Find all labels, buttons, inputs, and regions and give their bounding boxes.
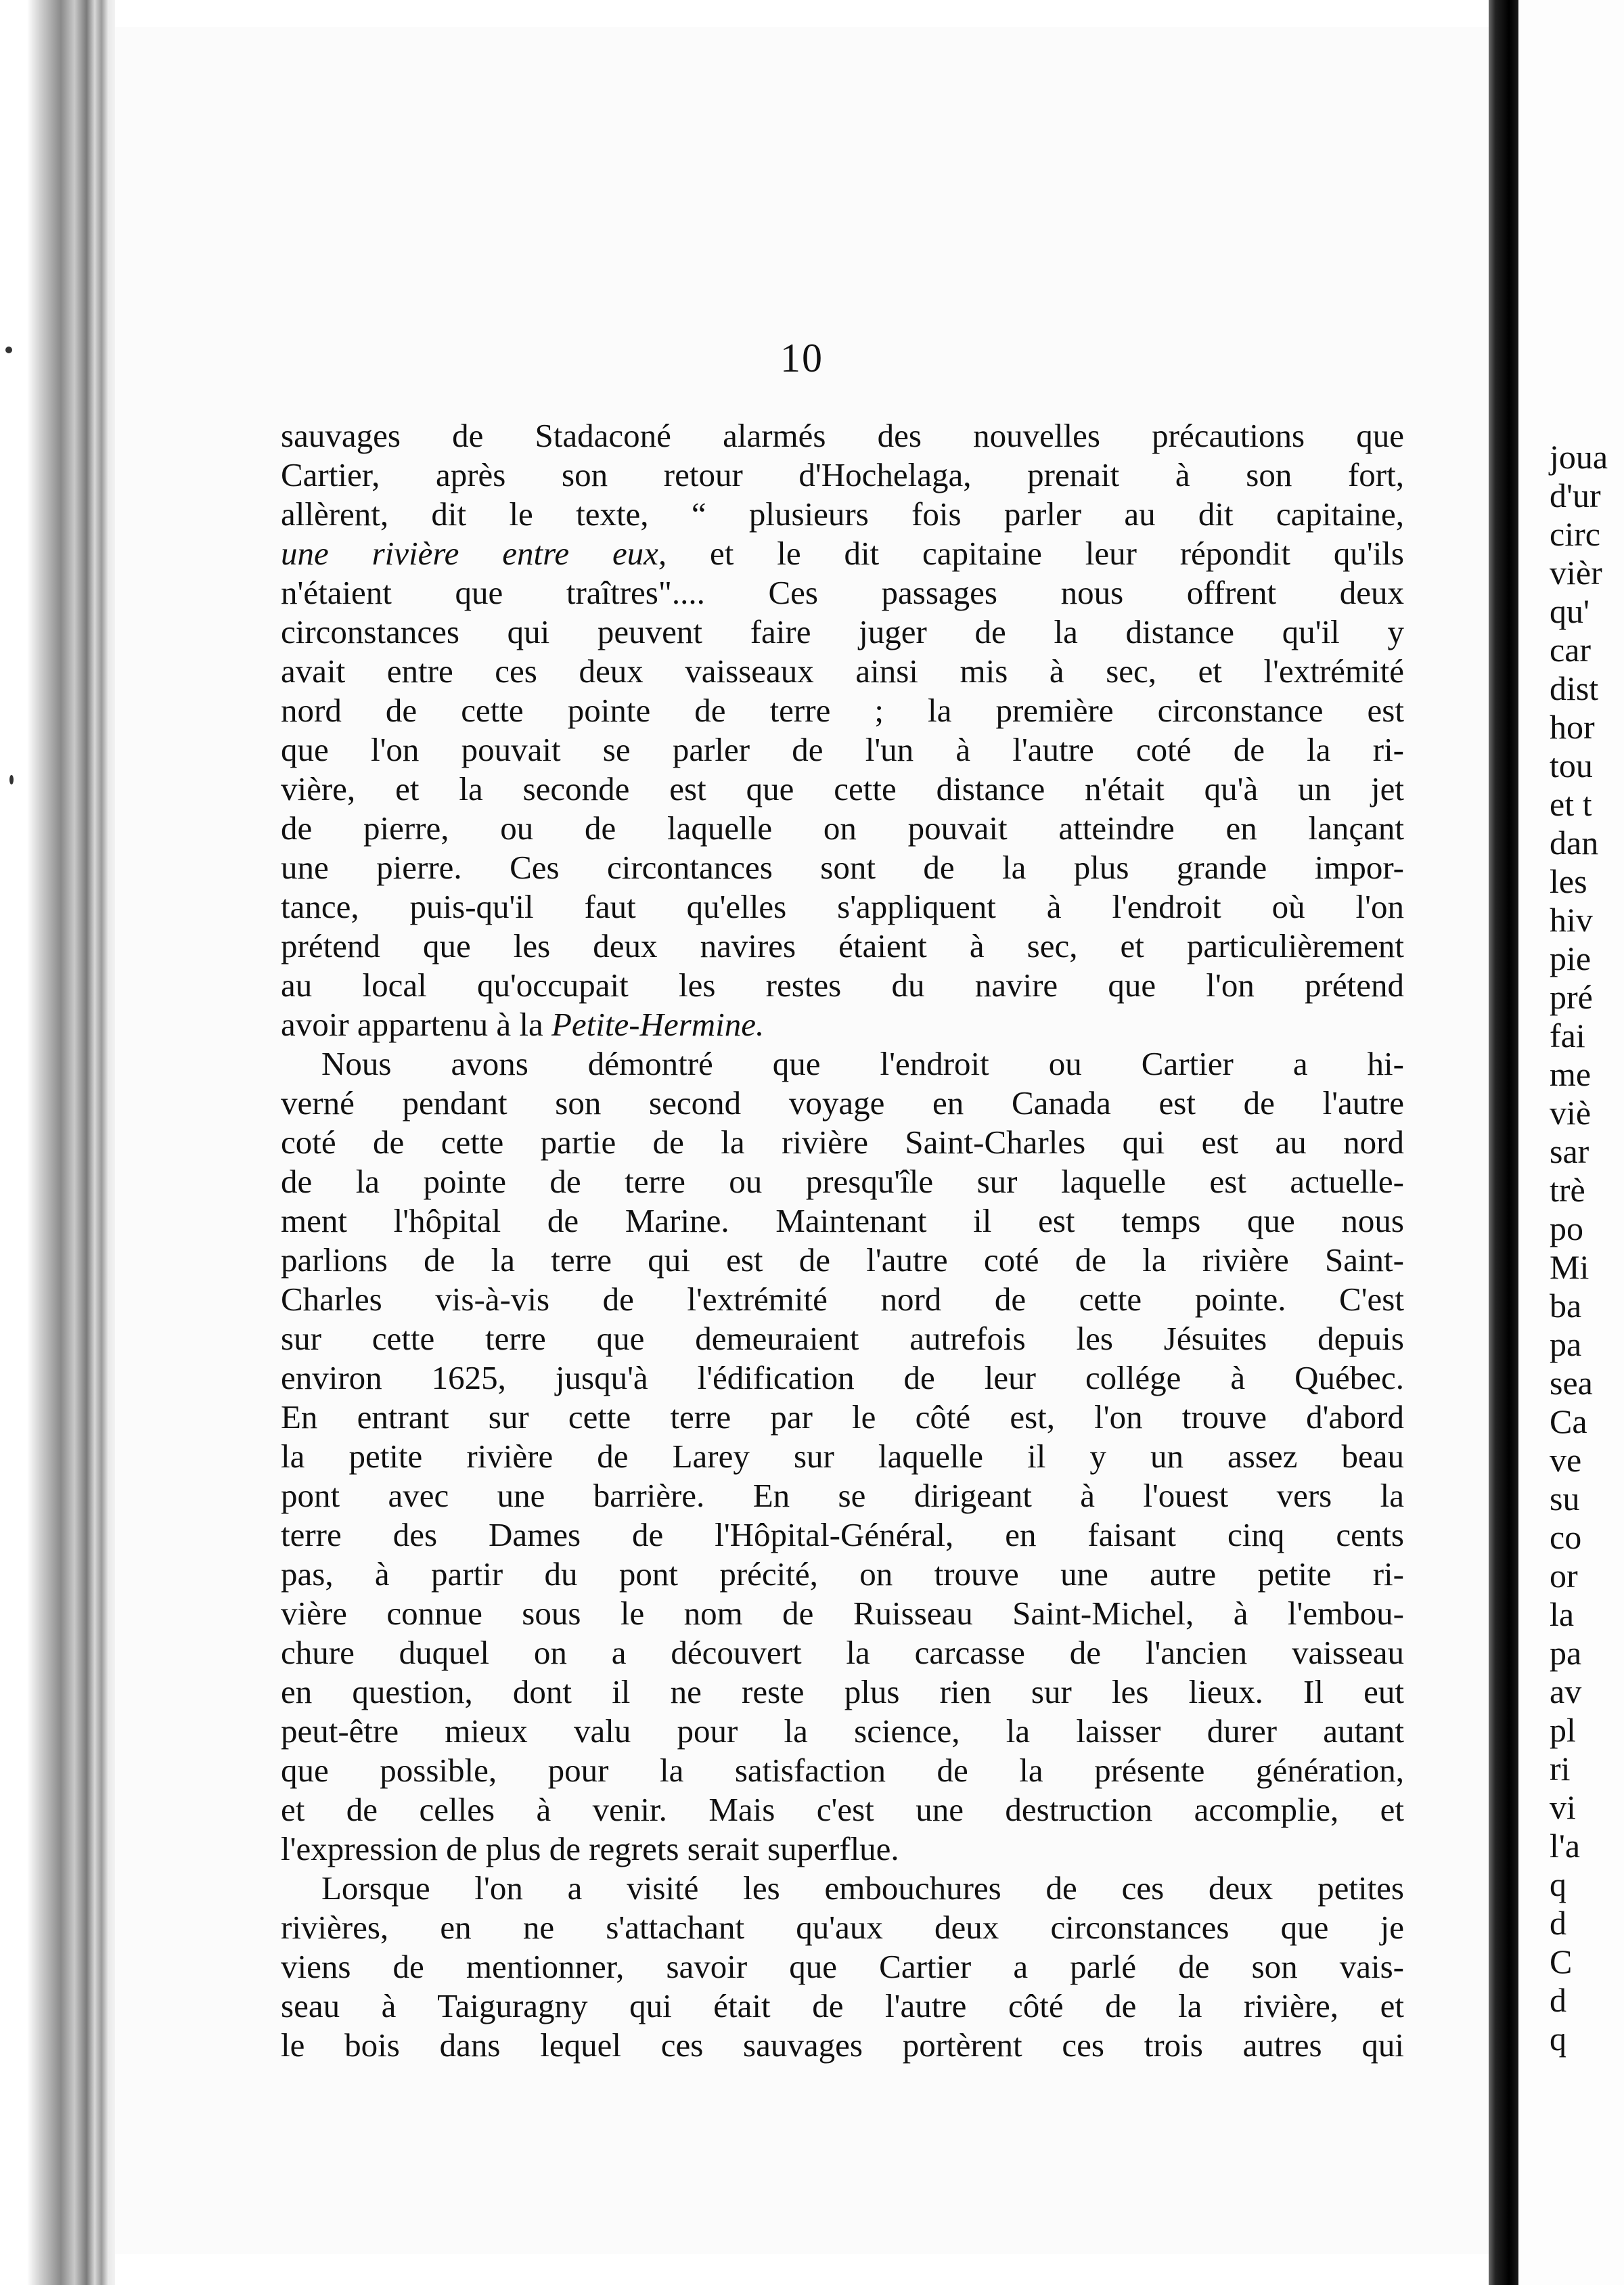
facing-text-fragment: circ: [1550, 515, 1600, 553]
margin-speck: [5, 347, 12, 353]
text-segment: vière connue sous le nom de Ruisseau Saint-Michel, à l'embou-: [281, 1595, 1404, 1632]
text-line: [281, 848, 1404, 887]
text-line: [281, 1123, 1404, 1162]
text-segment: n'étaient que traîtres".... Ces passages nous offrent deux: [281, 574, 1404, 611]
facing-text-fragment: et t: [1550, 785, 1592, 823]
text-segment: que possible, pour la satisfaction de la présente génération,: [281, 1752, 1404, 1789]
text-line: [281, 966, 1404, 1005]
facing-text-fragment: ve: [1550, 1441, 1582, 1479]
facing-text-fragment: pa: [1550, 1325, 1582, 1363]
text-line: [281, 1987, 1404, 2026]
facing-text-fragment: Mi: [1550, 1248, 1589, 1286]
text-line: [281, 770, 1404, 809]
facing-text-fragment: qu': [1550, 592, 1590, 630]
text-segment: Petite-Hermine.: [551, 1006, 765, 1043]
facing-text-fragment: q: [1550, 2020, 1566, 2058]
facing-text-fragment: hiv: [1550, 901, 1593, 939]
text-line: [281, 887, 1404, 927]
text-line: [281, 1947, 1404, 1987]
text-segment: que l'on pouvait se parler de l'un à l'autre coté de la ri-: [281, 731, 1404, 768]
facing-text-fragment: Ca: [1550, 1402, 1587, 1440]
facing-text-fragment: vi: [1550, 1788, 1576, 1826]
text-line: [281, 534, 1404, 573]
text-line: [281, 456, 1404, 495]
page-number: 10: [780, 336, 824, 380]
text-segment: une pierre. Ces circontances sont de la plus grande impor-: [281, 849, 1404, 886]
text-line: [281, 1869, 1404, 1908]
margin-speck: [9, 775, 14, 784]
text-line: [281, 1005, 1404, 1044]
facing-text-fragment: les: [1550, 862, 1587, 900]
text-segment: verné pendant son second voyage en Canada est de l'autre: [281, 1084, 1404, 1122]
text-segment: allèrent, dit le texte, “ plusieurs fois parler au dit capitaine,: [281, 495, 1404, 533]
facing-page: [1518, 0, 1624, 2285]
text-line: [281, 1280, 1404, 1319]
left-page-edge: [0, 0, 115, 2285]
text-segment: la petite rivière de Larey sur laquelle il y un assez beau: [281, 1438, 1404, 1475]
facing-text-fragment: dist: [1550, 669, 1599, 707]
facing-text-fragment: pré: [1550, 978, 1593, 1016]
facing-text-fragment: trè: [1550, 1171, 1585, 1209]
text-segment: environ 1625, jusqu'à l'édification de leur collége à Québec.: [281, 1359, 1404, 1396]
text-line: [281, 691, 1404, 730]
text-line: [281, 1515, 1404, 1555]
facing-text-fragment: pl: [1550, 1711, 1576, 1749]
text-segment: et le dit capitaine leur répondit qu'ils: [667, 535, 1404, 572]
text-line: [281, 1398, 1404, 1437]
text-line: [281, 1084, 1404, 1123]
text-segment: pont avec une barrière. En se dirigeant à l'ouest vers la: [281, 1477, 1404, 1514]
facing-text-fragment: tou: [1550, 747, 1593, 784]
facing-text-fragment: fai: [1550, 1017, 1585, 1055]
facing-text-fragment: ba: [1550, 1287, 1582, 1325]
text-segment: vière, et la seconde est que cette distance n'était qu'à un jet: [281, 770, 1404, 807]
text-line: [281, 1908, 1404, 1947]
text-segment: une rivière entre eux,: [281, 535, 667, 572]
facing-text-fragment: car: [1550, 631, 1592, 669]
facing-text-fragment: sea: [1550, 1364, 1593, 1402]
text-line: [281, 1633, 1404, 1672]
facing-text-fragment: d: [1550, 1981, 1566, 2019]
facing-text-fragment: l'a: [1550, 1827, 1581, 1865]
text-line: [281, 2026, 1404, 2065]
text-segment: le bois dans lequel ces sauvages portèrent ces trois autres qui: [281, 2026, 1404, 2064]
text-line: [281, 1751, 1404, 1790]
text-line: [281, 652, 1404, 691]
text-line: [281, 1437, 1404, 1476]
text-segment: avoir appartenu à la: [281, 1006, 551, 1043]
text-segment: Charles vis-à-vis de l'extrémité nord de cette pointe. C'est: [281, 1281, 1404, 1318]
facing-text-fragment: or: [1550, 1557, 1578, 1595]
text-segment: ment l'hôpital de Marine. Maintenant il est temps que nous: [281, 1202, 1404, 1239]
text-line: [281, 495, 1404, 534]
text-segment: prétend que les deux navires étaient à sec, et particulièrement: [281, 927, 1404, 964]
facing-text-fragment: po: [1550, 1210, 1583, 1247]
text-line: [281, 1044, 1404, 1084]
text-line: [281, 613, 1404, 652]
text-line: [281, 1712, 1404, 1751]
facing-text-fragment: pie: [1550, 939, 1592, 977]
text-segment: tance, puis-qu'il faut qu'elles s'appliquent à l'endroit où l'on: [281, 888, 1404, 925]
text-segment: de la pointe de terre ou presqu'île sur laquelle est actuelle-: [281, 1163, 1404, 1200]
text-segment: coté de cette partie de la rivière Saint-Charles qui est au nord: [281, 1124, 1404, 1161]
text-segment: Nous avons démontré que l'endroit ou Cartier a hi-: [321, 1045, 1404, 1082]
facing-text-fragment: joua: [1550, 438, 1608, 476]
text-segment: pas, à partir du pont précité, on trouve une autre petite ri-: [281, 1555, 1404, 1593]
text-line: [281, 1672, 1404, 1712]
facing-text-fragment: co: [1550, 1518, 1582, 1556]
text-segment: peut-être mieux valu pour la science, la laisser durer autant: [281, 1712, 1404, 1750]
facing-text-fragment: me: [1550, 1055, 1592, 1093]
text-segment: nord de cette pointe de terre ; la première circonstance est: [281, 692, 1404, 729]
text-line: [281, 927, 1404, 966]
text-segment: En entrant sur cette terre par le côté est, l'on trouve d'abord: [281, 1398, 1404, 1436]
text-segment: terre des Dames de l'Hôpital-Général, en faisant cinq cents: [281, 1516, 1404, 1553]
text-segment: chure duquel on a découvert la carcasse de l'ancien vaisseau: [281, 1634, 1404, 1671]
facing-text-fragment: C: [1550, 1943, 1573, 1980]
facing-text-fragment: d: [1550, 1904, 1566, 1942]
facing-text-fragment: sar: [1550, 1132, 1589, 1170]
text-segment: circonstances qui peuvent faire juger de la distance qu'il y: [281, 613, 1404, 650]
text-segment: sur cette terre que demeuraient autrefois les Jésuites depuis: [281, 1320, 1404, 1357]
text-line: [281, 1241, 1404, 1280]
text-segment: avait entre ces deux vaisseaux ainsi mis à sec, et l'extrémité: [281, 652, 1404, 690]
text-line: [281, 809, 1404, 848]
text-line: [281, 1829, 1404, 1869]
facing-text-fragment: pa: [1550, 1634, 1582, 1672]
text-segment: parlions de la terre qui est de l'autre coté de la rivière Saint-: [281, 1241, 1404, 1279]
facing-text-fragment: av: [1550, 1672, 1582, 1710]
facing-text-fragment: q: [1550, 1865, 1566, 1903]
text-line: [281, 1319, 1404, 1358]
body-text: [281, 416, 1404, 2065]
text-line: [281, 1201, 1404, 1241]
text-line: [281, 730, 1404, 770]
text-segment: sauvages de Stadaconé alarmés des nouvelles précautions que: [281, 417, 1404, 454]
text-segment: de pierre, ou de laquelle on pouvait atteindre en lançant: [281, 809, 1404, 847]
text-line: [281, 416, 1404, 456]
page-gutter: [1489, 0, 1518, 2285]
text-line: [281, 1594, 1404, 1633]
text-segment: Cartier, après son retour d'Hochelaga, prenait à son fort,: [281, 456, 1404, 493]
text-line: [281, 1790, 1404, 1829]
text-line: [281, 1476, 1404, 1515]
text-line: [281, 1162, 1404, 1201]
text-line: [281, 1358, 1404, 1398]
text-segment: rivières, en ne s'attachant qu'aux deux circonstances que je: [281, 1909, 1404, 1946]
facing-text-fragment: su: [1550, 1480, 1580, 1517]
text-segment: au local qu'occupait les restes du navire que l'on prétend: [281, 967, 1404, 1004]
facing-text-fragment: la: [1550, 1595, 1575, 1633]
text-segment: l'expression de plus de regrets serait superflue.: [281, 1830, 899, 1867]
facing-text-fragment: hor: [1550, 708, 1595, 746]
text-segment: et de celles à venir. Mais c'est une destruction accomplie, et: [281, 1791, 1404, 1828]
text-line: [281, 1555, 1404, 1594]
facing-text-fragment: viè: [1550, 1094, 1592, 1132]
facing-text-fragment: d'ur: [1550, 476, 1601, 514]
facing-text-fragment: dan: [1550, 824, 1599, 862]
facing-text-fragment: vièr: [1550, 554, 1602, 592]
facing-text-fragment: ri: [1550, 1750, 1571, 1788]
text-segment: en question, dont il ne reste plus rien sur les lieux. Il eut: [281, 1673, 1404, 1710]
text-segment: seau à Taiguragny qui était de l'autre côté de la rivière, et: [281, 1987, 1404, 2024]
text-segment: Lorsque l'on a visité les embouchures de ces deux petites: [321, 1869, 1404, 1907]
text-line: [281, 573, 1404, 613]
text-segment: viens de mentionner, savoir que Cartier a parlé de son vais-: [281, 1948, 1404, 1985]
